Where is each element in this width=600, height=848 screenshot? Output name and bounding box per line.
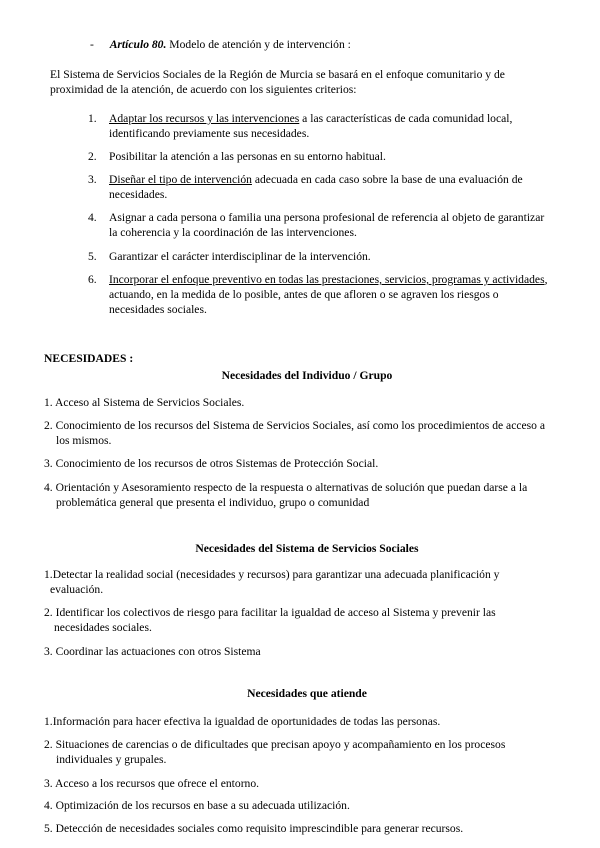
list-item — [44, 418, 574, 448]
list-item — [44, 737, 574, 767]
list-item — [44, 456, 574, 471]
criteria-text: adecuada en cada caso sobre la base de una evaluación de — [251, 173, 523, 186]
list-item-text: 1.Información para hacer efectiva la igualdad de oportunidades de todas las personas. — [44, 715, 441, 728]
intro-line: proximidad de la atención, de acuerdo con los siguientes criterios: — [50, 83, 357, 96]
criteria-underlined: Diseñar el tipo de intervención — [109, 173, 252, 186]
list-item-text: 3. Acceso a los recursos que ofrece el entorno. — [44, 777, 260, 790]
section-title: Necesidades que atiende — [247, 687, 367, 700]
list-item-text-continued: individuales y grupales. — [56, 753, 167, 766]
article-title: Artículo 80. — [109, 38, 167, 51]
section-title: Necesidades del Sistema de Servicios Sociales — [195, 542, 419, 555]
criteria-item — [88, 249, 568, 264]
list-item-text: 3. Coordinar las actuaciones con otros Sistema — [44, 645, 261, 658]
intro-paragraph — [50, 67, 570, 97]
list-item-text: 1. Acceso al Sistema de Servicios Sociales. — [44, 396, 245, 409]
list-item-text: 4. Optimización de los recursos en base a su adecuada utilización. — [44, 799, 350, 812]
criteria-item — [88, 111, 568, 141]
criteria-item — [88, 272, 568, 317]
criteria-number: 4. — [88, 211, 97, 224]
criteria-text-continued: identificando previamente sus necesidades. — [109, 127, 310, 140]
list-item — [44, 567, 574, 597]
list-item — [44, 776, 574, 791]
list-item — [44, 605, 574, 635]
list-item — [44, 821, 574, 836]
criteria-text: Garantizar el carácter interdisciplinar de la intervención. — [109, 250, 371, 263]
criteria-text-continued: actuando, en la medida de lo posible, antes de que afloren o se agraven los riesgos o — [109, 288, 499, 301]
list-item-text-continued: problemática general que presenta el individuo, grupo o comunidad — [56, 496, 370, 509]
list-item-text: 1.Detectar la realidad social (necesidades y recursos) para garantizar una adecuada planificación y — [44, 568, 500, 581]
criteria-number: 6. — [88, 273, 97, 286]
list-item-text: 2. Identificar los colectivos de riesgo para facilitar la igualdad de acceso al Sistema y prevenir las — [44, 606, 496, 619]
criteria-text-continued: necesidades sociales. — [109, 303, 207, 316]
list-item — [44, 395, 574, 410]
criteria-text: Asignar a cada persona o familia una persona profesional de referencia al objeto de garantizar — [109, 211, 545, 224]
criteria-number: 2. — [88, 150, 97, 163]
list-item-text-continued: los mismos. — [56, 434, 112, 447]
necesidades-heading: NECESIDADES : — [44, 352, 134, 365]
list-item-text-continued: evaluación. — [50, 583, 104, 596]
article-subtitle: Modelo de atención y de intervención : — [166, 38, 351, 51]
section-title: Necesidades del Individuo / Grupo — [221, 369, 393, 382]
criteria-number: 1. — [88, 112, 97, 125]
list-item-text: 3. Conocimiento de los recursos de otros Sistemas de Protección Social. — [44, 457, 379, 470]
list-item-text: 5. Detección de necesidades sociales como requisito imprescindible para generar recursos. — [44, 822, 464, 835]
criteria-text-continued: la coherencia y la coordinación de las intervenciones. — [109, 226, 357, 239]
list-item-text-continued: necesidades sociales. — [54, 621, 152, 634]
criteria-number: 5. — [88, 250, 97, 263]
list-item — [44, 480, 574, 510]
criteria-text: Posibilitar la atención a las personas en su entorno habitual. — [109, 150, 386, 163]
list-item-text: 2. Situaciones de carencias o de dificultades que precisan apoyo y acompañamiento en los procesos — [44, 738, 506, 751]
criteria-item — [88, 149, 568, 164]
article-dash: - — [90, 38, 94, 51]
criteria-text: , — [544, 273, 548, 286]
criteria-item — [88, 172, 568, 202]
criteria-text: a las características de cada comunidad local, — [299, 112, 513, 125]
list-item-text: 4. Orientación y Asesoramiento respecto de la respuesta o alternativas de solución que puedan darse a la — [44, 481, 528, 494]
criteria-underlined: Incorporar el enfoque preventivo en todas las prestaciones, servicios, programas y actividades — [109, 273, 545, 286]
criteria-number: 3. — [88, 173, 97, 186]
list-item — [44, 714, 574, 729]
criteria-item — [88, 210, 568, 240]
intro-line: El Sistema de Servicios Sociales de la Región de Murcia se basará en el enfoque comunitario y de — [50, 68, 505, 81]
criteria-text-continued: necesidades. — [109, 188, 168, 201]
article-heading — [90, 37, 351, 52]
list-item-text: 2. Conocimiento de los recursos del Sistema de Servicios Sociales, así como los procedimientos de acceso a — [44, 419, 545, 432]
criteria-underlined: Adaptar los recursos y las intervenciones — [109, 112, 300, 125]
list-item — [44, 798, 574, 813]
list-item — [44, 644, 574, 659]
